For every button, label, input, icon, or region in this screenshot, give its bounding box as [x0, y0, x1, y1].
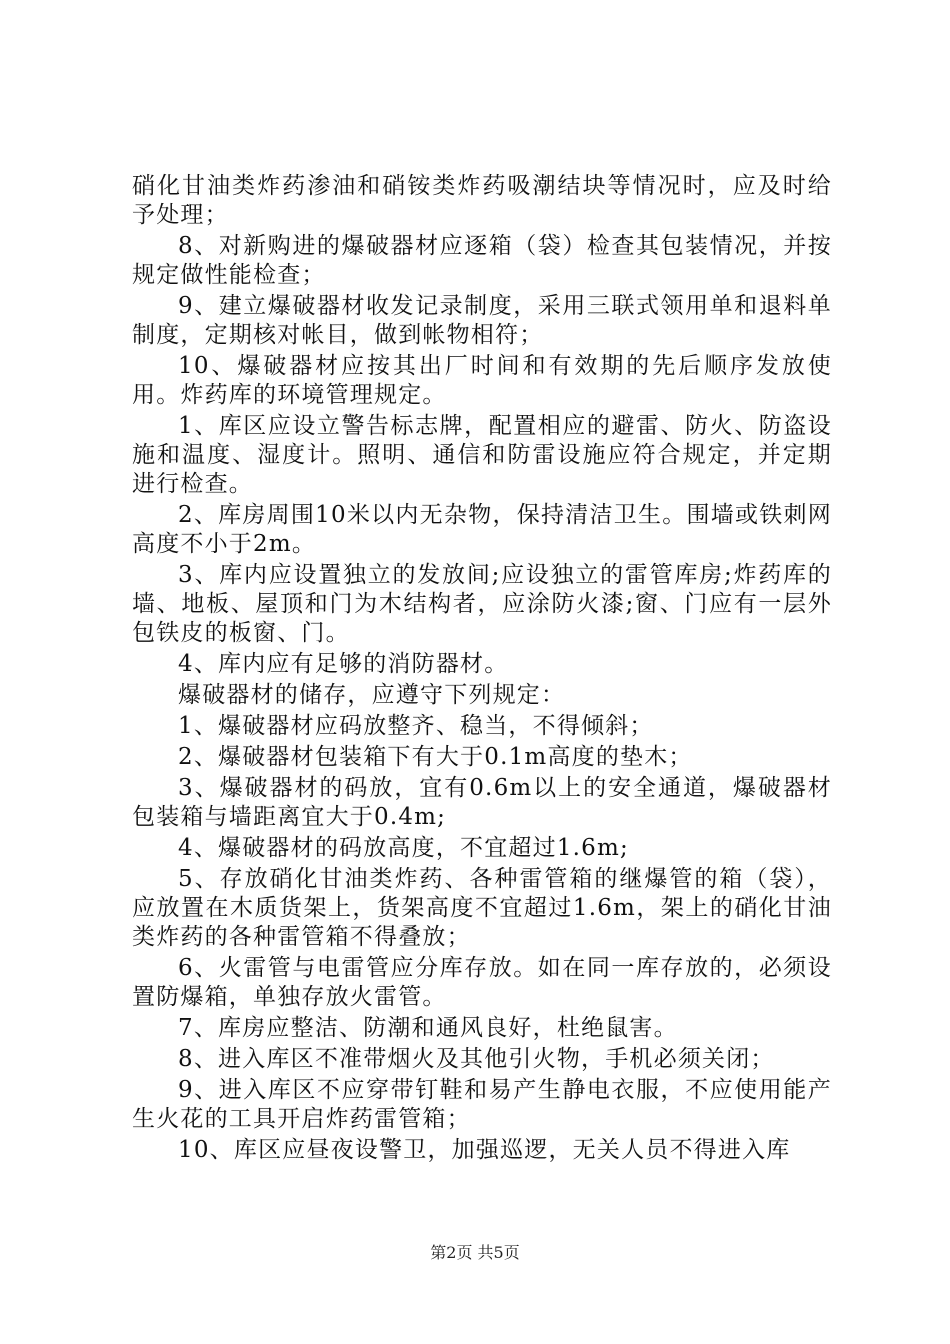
paragraph: 硝化甘油类炸药渗油和硝铵类炸药吸潮结块等情况时，应及时给予处理；: [132, 173, 832, 228]
paragraph: 1、库区应设立警告标志牌，配置相应的避雷、防火、防盗设施和温度、湿度计。照明、通信和防雷设施应符合规定，并定期进行检查。: [132, 413, 832, 497]
paragraph: 2、爆破器材包装箱下有大于0.1m高度的垫木；: [178, 744, 693, 770]
paragraph: 4、爆破器材的码放高度，不宜超过1.6m;: [178, 835, 629, 861]
document-body: [132, 172, 832, 1167]
paragraph: 9、建立爆破器材收发记录制度，采用三联式领用单和退料单制度，定期核对帐目，做到帐物相符；: [132, 293, 832, 348]
paragraph: 1、爆破器材应码放整齐、稳当，不得倾斜；: [178, 713, 654, 739]
paragraph: 8、对新购进的爆破器材应逐箱（袋）检查其包装情况，并按规定做性能检查；: [132, 233, 832, 288]
paragraph: 爆破器材的储存，应遵守下列规定：: [178, 682, 566, 708]
page-number-footer: 第2页 共5页: [430, 1243, 520, 1262]
paragraph: 8、进入库区不准带烟火及其他引火物，手机必须关闭；: [178, 1046, 775, 1072]
paragraph: 9、进入库区不应穿带钉鞋和易产生静电衣服，不应使用能产生火花的工具开启炸药雷管箱；: [132, 1077, 832, 1132]
paragraph: 5、存放硝化甘油类炸药、各种雷管箱的继爆管的箱（袋），应放置在木质货架上，货架高度不宜超过1.6m，架上的硝化甘油类炸药的各种雷管箱不得叠放；: [132, 866, 832, 950]
paragraph: 6、火雷管与电雷管应分库存放。如在同一库存放的，必须设置防爆箱，单独存放火雷管。: [132, 955, 832, 1010]
paragraph: 7、库房应整洁、防潮和通风良好，杜绝鼠害。: [178, 1015, 678, 1041]
paragraph: 2、库房周围10米以内无杂物，保持清洁卫生。围墙或铁刺网高度不小于2m。: [132, 502, 832, 557]
paragraph: 4、库内应有足够的消防器材。: [178, 651, 509, 677]
paragraph: 10、爆破器材应按其出厂时间和有效期的先后顺序发放使用。炸药库的环境管理规定。: [132, 353, 832, 408]
paragraph: 3、库内应设置独立的发放间;应设独立的雷管库房;炸药库的墙、地板、屋顶和门为木结构者，应涂防火漆;窗、门应有一层外包铁皮的板窗、门。: [132, 562, 832, 646]
paragraph: 3、爆破器材的码放，宜有0.6m以上的安全通道，爆破器材包装箱与墙距离宜大于0.4m;: [132, 775, 832, 830]
paragraph: 10、库区应昼夜设警卫，加强巡逻，无关人员不得进入库: [178, 1137, 791, 1163]
